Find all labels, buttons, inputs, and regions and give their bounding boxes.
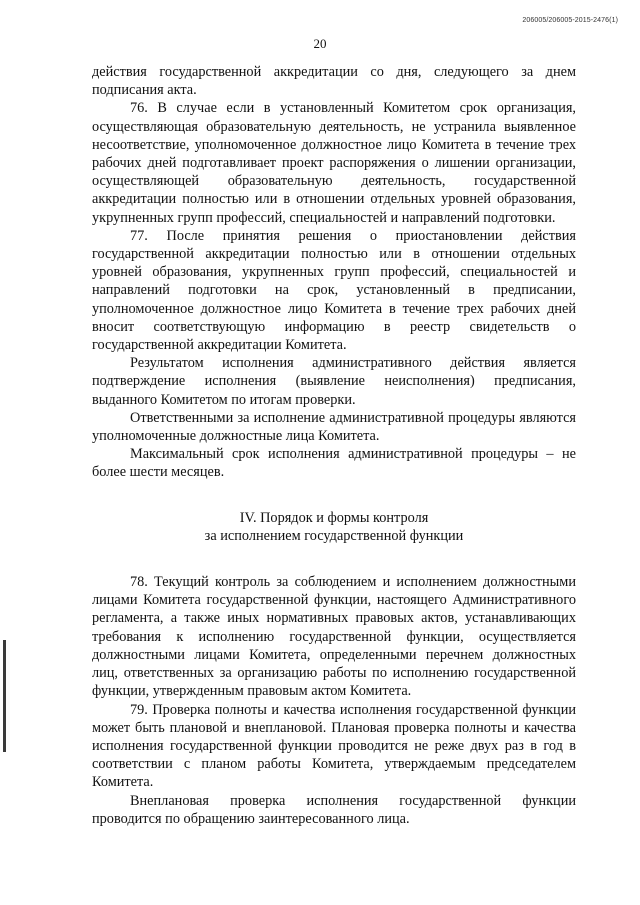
document-body	[92, 63, 576, 828]
paragraph: Результатом исполнения административного действия является подтверждение исполнения (выявление неисполнения) предписания, выданного Комитетом по итогам проверки.	[92, 355, 576, 408]
section-heading-line-2: за исполнением государственной функции	[204, 527, 464, 544]
paragraph: Ответственными за исполнение административной процедуры являются уполномоченные должностные лица Комитета.	[92, 409, 576, 445]
paragraph-78: 78. Текущий контроль за соблюдением и исполнением должностными лицами Комитета государственной функции, настоящего Административного регламента, а также иных нормативных правовых актов, устанавливающих требования к исполнению государственной функции, осуществляется должностными лицами Комитета, определенными перечнем должностных лиц, ответственных за организацию работы по исполнению государственной функции, утвержденным правовым актом Комитета.	[92, 574, 576, 700]
paragraph-79: 79. Проверка полноты и качества исполнения государственной функции может быть плановой и внеплановой. Плановая проверка полноты и качества исполнения государственной функции проводится не реже двух раз в год в соответствии с планом работы Комитета, утверждаемым председателем Комитета.	[92, 701, 576, 791]
section-heading-line-1: IV. Порядок и формы контроля	[239, 509, 429, 526]
page-number: 20	[313, 36, 327, 51]
paragraph: действия государственной аккредитации со дня, следующего за днем подписания акта.	[92, 64, 576, 99]
document-id: 206005/206005-2015-2476(1)	[522, 17, 618, 24]
paragraph-76: 76. В случае если в установленный Комитетом срок организация, осуществляющая образовательную деятельность, не устранила выявленное несоответствие, уполномоченное должностное лицо Комитета в течение трех рабочих дней подготавливает проект распоряжения о лишении организации, осуществляющей образовательную деятельность, государственной аккредитации полностью или в отношении отдельных уровней образования, укрупненных групп профессий, специальностей и направлений подготовки.	[92, 100, 576, 226]
section-heading	[92, 509, 576, 545]
paragraph: Внеплановая проверка исполнения государственной функции проводится по обращению заинтересованного лица.	[92, 792, 576, 827]
scan-edge-mark	[3, 640, 6, 752]
paragraph: Максимальный срок исполнения административной процедуры – не более шести месяцев.	[92, 446, 576, 481]
paragraph-77: 77. После принятия решения о приостановлении действия государственной аккредитации полностью или в отношении отдельных уровней образования, укрупненных групп профессий, специальностей и направлений подготовки на срок, установленный в предписании, уполномоченное должностное лицо Комитета в течение трех рабочих дней вносит соответствующую информацию в реестр свидетельств о государственной аккредитации Комитета.	[92, 227, 576, 354]
